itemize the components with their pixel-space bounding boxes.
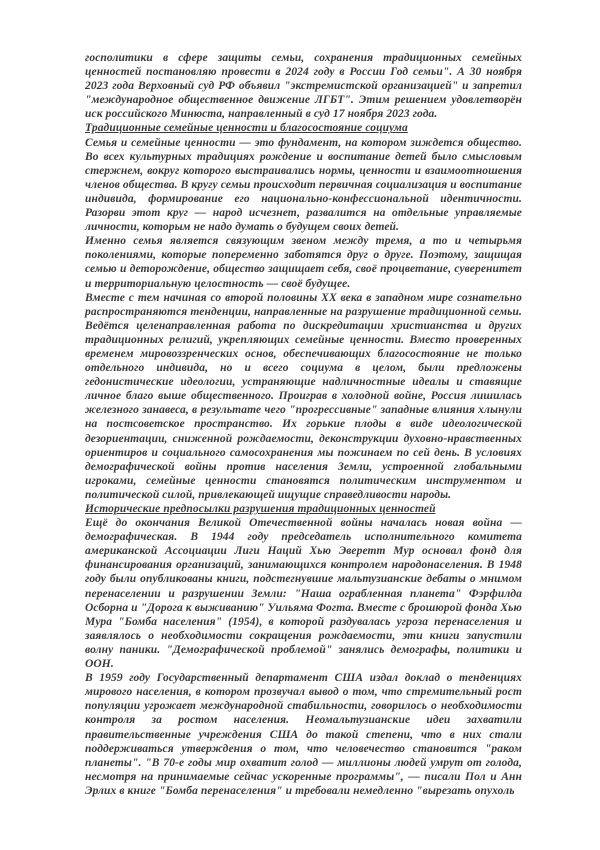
paragraph-family-foundation: Семья и семейные ценности — это фундамент, на котором зиждется общество. Во всех культурных традициях рождение и воспитание детей было смысловым стержнем, вокруг которого выстраивались нормы, ценности и взаимоотношения членов общества. В кругу семьи происходит первичная социализация и воспитание индивида, формирование его национально-конфессиональной идентичности. Разорви этот круг — народ исчезнет, развалится на отдельные управляемые личности, которым не надо думать о будущем своих детей. bbox=[85, 136, 522, 234]
heading-traditional-values: Традиционные семейные ценности и благосостояние социума bbox=[85, 122, 408, 135]
paragraph-intro: госполитики в сфере защиты семьи, сохранения традиционных семейных ценностей постановляю провести в 2024 году в России Год семьи". А 30 ноября 2023 года Верховный суд РФ объявил "экстремистской организацией" и запретил "международное общественное движение ЛГБТ". Этим решением удовлетворён иск российского Минюста, направленный в суд 17 ноября 2023 года. bbox=[85, 52, 522, 121]
paragraph-demographic-war: Ещё до окончания Великой Отечественной войны началась новая война — демографическая. В 1944 году председатель исполнительного комитета американской Ассоциации Лиги Наций Хью Эверетт Мур основал фонд для финансирования организаций, занимающихся контролем народонаселения. В 1948 году были опубликованы книги, подстегнувшие мальтузианские дебаты о мнимом перенаселении и разрушении Земли: "Наша ограбленная планета" Фэрфилда Осборна и "Дорога к выживанию" Уильяма Фогта. Вместе с брошюрой фонда Хью Мура "Бомба населения" (1954), в которой раздувалась угроза перенаселения и заявлялось о необходимости сокращения рождаемости, эти книги запустили волну паники. "Демографической проблемой" занялись демографы, политики и ООН. bbox=[85, 517, 522, 671]
paragraph-generations: Именно семья является связующим звеном между тремя, а то и четырьмя поколениями, которые попеременно заботятся друг о друге. Поэтому, защищая семью и деторождение, общество защищает себя, своё процветание, суверенитет и территориальную целостность — своё будущее. bbox=[85, 235, 522, 290]
paragraph-western-tendencies: Вместе с тем начиная со второй половины XX века в западном мире сознательно распространяются тенденции, направленные на разрушение традиционной семьи. Ведётся целенаправленная работа по дискредитации христианства и других традиционных религий, укрепляющих семейные ценности. Вместо проверенных временем мировоззренческих основ, обеспечивающих благосостояние не только отдельного индивида, но и всего социума в целом, были предложены гедонистические идеологии, устраняющие надличностные идеалы и ставящие личное благо выше общественного. Проиграв в холодной войне, Россия лишилась железного занавеса, в результате чего "прогрессивные" западные влияния хлынули на постсоветское пространство. Их горькие плоды в виде идеологической дезориентации, сниженной рождаемости, деконструкции духовно-нравственных ориентиров и социального самосохранения мы пожинаем по сей день. В условиях демографической войны против населения Земли, устроенной глобальными игроками, семейные ценности становятся политическим инструментом и политической силой, привлекающей ищущие справедливости народы. bbox=[85, 291, 522, 501]
heading-historical-preconditions: Исторические предпосылки разрушения традиционных ценностей bbox=[85, 503, 436, 515]
paragraph-us-report: В 1959 году Государственный департамент США издал доклад о тенденциях мирового населения, в котором прозвучал вывод о том, что стремительный рост популяции угрожает международной стабильности, говорилось о необходимости контроля за ростом населения. Неомальтузианские идеи захватили правительственные учреждения США до такой степени, что в них стали поддерживаться утверждения о том, что человечество становится "раком планеты". "В 70-е годы мир охватит голод — миллионы людей умрут от голода, несмотря на принимаемые сейчас ускоренные программы", — писали Пол и Анн Эрлих в книге "Бомба перенаселения" и требовали немедленно "вырезать опухоль bbox=[85, 672, 522, 797]
text-block bbox=[85, 51, 522, 798]
